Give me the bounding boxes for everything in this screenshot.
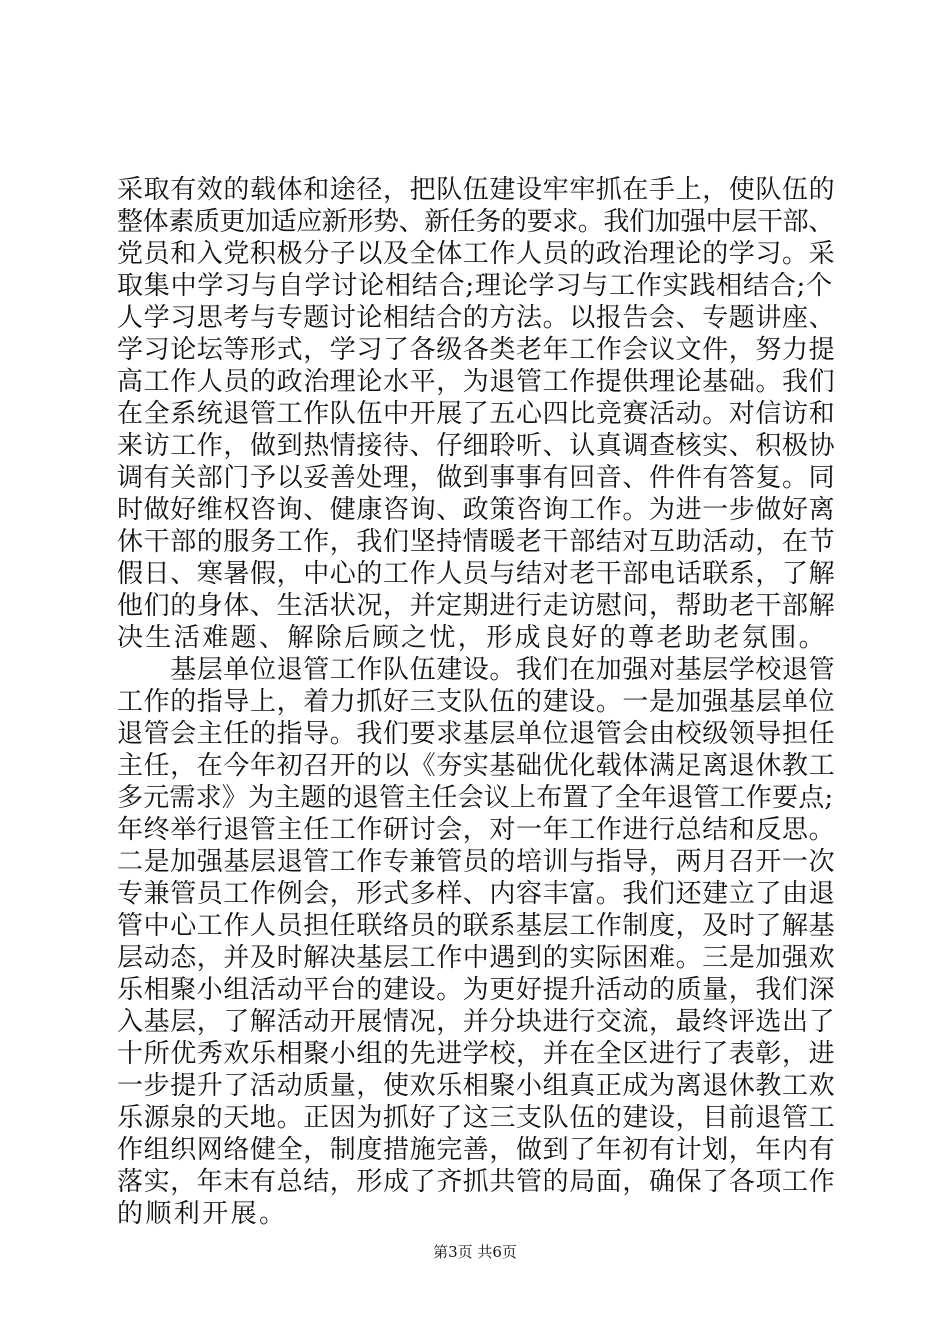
text-line: 来访工作，做到热情接待、仔细聆听、认真调查核实、积极协 (117, 431, 836, 461)
text-line: 在全系统退管工作队伍中开展了五心四比竞赛活动。对信访和 (117, 399, 836, 429)
text-line: 采取有效的载体和途径，把队伍建设牢牢抓在手上，使队伍的 (117, 175, 836, 205)
text-line: 多元需求》为主题的退管主任会议上布置了全年退管工作要点; (117, 783, 834, 813)
page-number-footer: 第3页 共6页 (433, 1243, 517, 1261)
text-line: 党员和入党积极分子以及全体工作人员的政治理论的学习。采 (117, 239, 836, 269)
text-line: 调有关部门予以妥善处理，做到事事有回音、件件有答复。同 (117, 463, 836, 493)
text-line: 主任，在今年初召开的以《夯实基础优化载体满足离退休教工 (117, 751, 836, 781)
text-line: 他们的身体、生活状况，并定期进行走访慰问，帮助老干部解 (117, 591, 836, 621)
text-line: 假日、寒暑假，中心的工作人员与结对老干部电话联系，了解 (117, 559, 836, 589)
text-line: 学习论坛等形式，学习了各级各类老年工作会议文件，努力提 (117, 335, 836, 365)
text-line: 作组织网络健全，制度措施完善，做到了年初有计划，年内有 (117, 1135, 836, 1165)
text-line: 基层单位退管工作队伍建设。我们在加强对基层学校退管 (117, 655, 836, 685)
text-line: 时做好维权咨询、健康咨询、政策咨询工作。为进一步做好离 (117, 495, 836, 525)
text-line: 整体素质更加适应新形势、新任务的要求。我们加强中层干部、 (117, 207, 834, 237)
text-line: 专兼管员工作例会，形式多样、内容丰富。我们还建立了由退 (117, 879, 836, 909)
text-line: 人学习思考与专题讨论相结合的方法。以报告会、专题讲座、 (117, 303, 836, 333)
text-line: 高工作人员的政治理论水平，为退管工作提供理论基础。我们 (117, 367, 836, 397)
body-text (117, 174, 837, 1230)
text-line: 入基层，了解活动开展情况，并分块进行交流，最终评选出了 (117, 1007, 836, 1037)
text-line: 年终举行退管主任工作研讨会，对一年工作进行总结和反思。 (117, 815, 836, 845)
text-line: 乐相聚小组活动平台的建设。为更好提升活动的质量，我们深 (117, 975, 836, 1005)
text-line: 二是加强基层退管工作专兼管员的培训与指导，两月召开一次 (117, 847, 836, 877)
text-line: 工作的指导上，着力抓好三支队伍的建设。一是加强基层单位 (117, 687, 836, 717)
text-line: 休干部的服务工作，我们坚持情暖老干部结对互助活动，在节 (117, 527, 836, 557)
text-line: 乐源泉的天地。正因为抓好了这三支队伍的建设，目前退管工 (117, 1103, 836, 1133)
text-line: 管中心工作人员担任联络员的联系基层工作制度，及时了解基 (117, 911, 836, 941)
text-line: 决生活难题、解除后顾之忧，形成良好的尊老助老氛围。 (117, 623, 828, 653)
text-line: 落实，年末有总结，形成了齐抓共管的局面，确保了各项工作 (117, 1167, 836, 1197)
text-line: 层动态，并及时解决基层工作中遇到的实际困难。三是加强欢 (117, 943, 836, 973)
text-line: 十所优秀欢乐相聚小组的先进学校，并在全区进行了表彰，进 (117, 1039, 836, 1069)
text-line: 取集中学习与自学讨论相结合;理论学习与工作实践相结合;个 (117, 271, 833, 301)
text-line: 退管会主任的指导。我们要求基层单位退管会由校级领导担任 (117, 719, 836, 749)
text-line: 一步提升了活动质量，使欢乐相聚小组真正成为离退休教工欢 (117, 1071, 836, 1101)
text-line: 的顺利开展。 (117, 1199, 288, 1229)
